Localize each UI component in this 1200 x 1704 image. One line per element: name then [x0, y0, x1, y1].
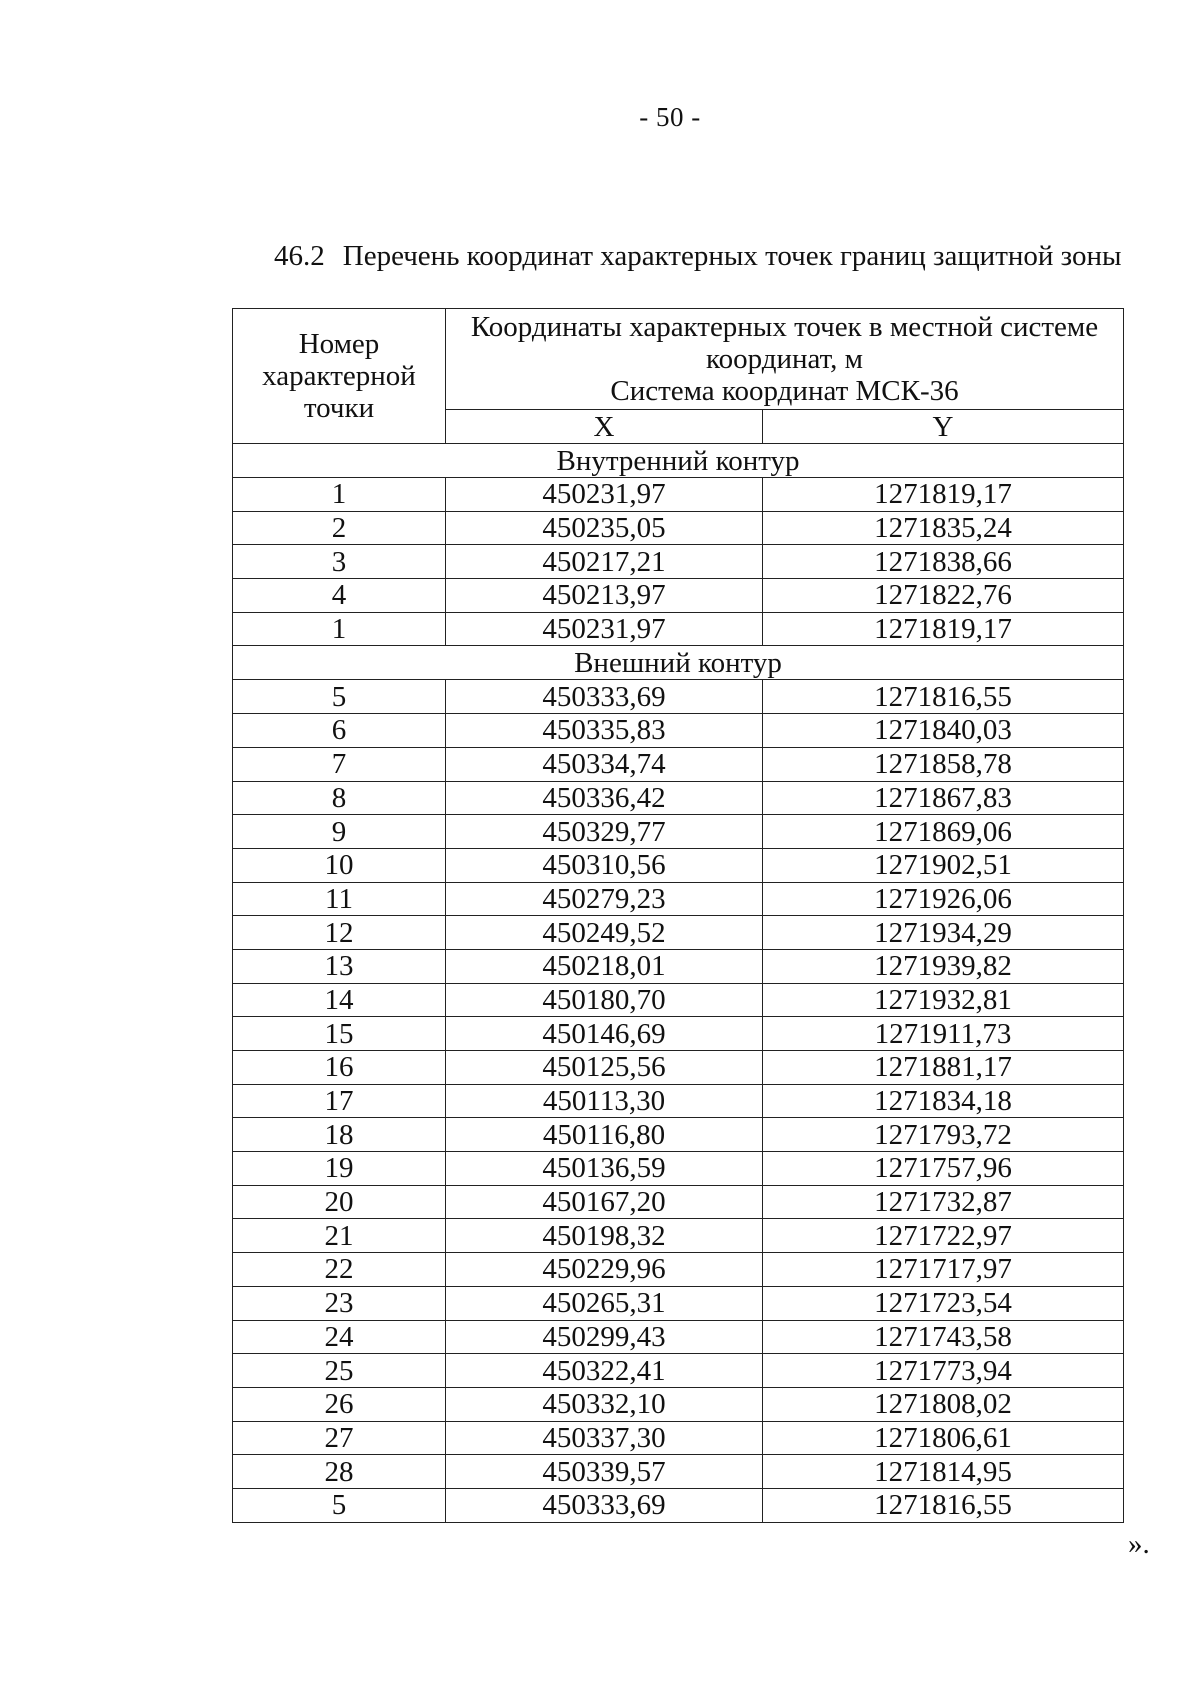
y-coordinate-cell: 1271743,58 [763, 1320, 1124, 1354]
point-number-cell: 17 [233, 1084, 446, 1118]
point-number-cell: 11 [233, 882, 446, 916]
y-coordinate-cell: 1271819,17 [763, 478, 1124, 512]
table-body [233, 444, 1124, 1523]
point-number-cell: 7 [233, 747, 446, 781]
table-row [233, 1185, 1124, 1219]
section-title: Перечень координат характерных точек границ защитной зоны [342, 240, 1122, 272]
y-coordinate-cell: 1271835,24 [763, 511, 1124, 545]
table-row [233, 1118, 1124, 1152]
y-coordinate-cell: 1271723,54 [763, 1286, 1124, 1320]
point-number-cell: 19 [233, 1152, 446, 1186]
x-coordinate-cell: 450329,77 [446, 815, 763, 849]
x-coordinate-cell: 450217,21 [446, 545, 763, 579]
y-coordinate-cell: 1271932,81 [763, 983, 1124, 1017]
x-coordinate-cell: 450198,32 [446, 1219, 763, 1253]
point-number-cell: 26 [233, 1387, 446, 1421]
y-coordinate-cell: 1271822,76 [763, 579, 1124, 613]
table-row [233, 916, 1124, 950]
y-coordinate-cell: 1271867,83 [763, 781, 1124, 815]
x-coordinate-cell: 450279,23 [446, 882, 763, 916]
point-header-line-1: Номер [298, 328, 380, 360]
x-coordinate-cell: 450333,69 [446, 1488, 763, 1522]
y-column-header: Y [763, 410, 1124, 444]
y-coordinate-cell: 1271717,97 [763, 1253, 1124, 1287]
point-number-cell: 15 [233, 1017, 446, 1051]
table-row [233, 612, 1124, 646]
x-coordinate-cell: 450235,05 [446, 511, 763, 545]
table-row [233, 1488, 1124, 1522]
y-coordinate-cell: 1271757,96 [763, 1152, 1124, 1186]
y-coordinate-cell: 1271814,95 [763, 1455, 1124, 1489]
x-coordinate-cell: 450113,30 [446, 1084, 763, 1118]
point-number-cell: 12 [233, 916, 446, 950]
x-coordinate-cell: 450180,70 [446, 983, 763, 1017]
y-coordinate-cell: 1271902,51 [763, 848, 1124, 882]
table-row [233, 949, 1124, 983]
group-title: Внутренний контур [233, 444, 1124, 478]
x-coordinate-cell: 450322,41 [446, 1354, 763, 1388]
table-row [233, 1354, 1124, 1388]
point-number-cell: 3 [233, 545, 446, 579]
table-row [233, 1051, 1124, 1085]
table-row [233, 815, 1124, 849]
x-coordinate-cell: 450231,97 [446, 612, 763, 646]
table-row [233, 511, 1124, 545]
y-coordinate-cell: 1271939,82 [763, 949, 1124, 983]
y-coordinate-cell: 1271926,06 [763, 882, 1124, 916]
x-coordinate-cell: 450337,30 [446, 1421, 763, 1455]
point-number-cell: 5 [233, 680, 446, 714]
table-row [233, 1421, 1124, 1455]
coordinates-header [446, 309, 1124, 410]
point-number-cell: 28 [233, 1455, 446, 1489]
x-coordinate-cell: 450339,57 [446, 1455, 763, 1489]
point-number-cell: 21 [233, 1219, 446, 1253]
point-header-line-2: характерной [262, 360, 416, 392]
table-row [233, 1286, 1124, 1320]
table-row [233, 1320, 1124, 1354]
point-number-cell: 20 [233, 1185, 446, 1219]
x-coordinate-cell: 450231,97 [446, 478, 763, 512]
y-coordinate-cell: 1271881,17 [763, 1051, 1124, 1085]
y-coordinate-cell: 1271773,94 [763, 1354, 1124, 1388]
table-row [233, 1017, 1124, 1051]
y-coordinate-cell: 1271911,73 [763, 1017, 1124, 1051]
table-row [233, 1219, 1124, 1253]
y-coordinate-cell: 1271793,72 [763, 1118, 1124, 1152]
point-number-cell: 6 [233, 714, 446, 748]
coordinates-table [232, 308, 1124, 1523]
group-row [233, 444, 1124, 478]
y-coordinate-cell: 1271722,97 [763, 1219, 1124, 1253]
x-coordinate-cell: 450335,83 [446, 714, 763, 748]
table-row [233, 1152, 1124, 1186]
point-number-cell: 22 [233, 1253, 446, 1287]
x-coordinate-cell: 450125,56 [446, 1051, 763, 1085]
table-row [233, 1253, 1124, 1287]
y-coordinate-cell: 1271819,17 [763, 612, 1124, 646]
point-number-cell: 8 [233, 781, 446, 815]
point-number-cell: 10 [233, 848, 446, 882]
point-number-cell: 1 [233, 612, 446, 646]
x-coordinate-cell: 450116,80 [446, 1118, 763, 1152]
point-number-cell: 1 [233, 478, 446, 512]
y-coordinate-cell: 1271858,78 [763, 747, 1124, 781]
x-coordinate-cell: 450334,74 [446, 747, 763, 781]
x-coordinate-cell: 450333,69 [446, 680, 763, 714]
page-number: - 50 - [639, 102, 701, 132]
x-coordinate-cell: 450265,31 [446, 1286, 763, 1320]
x-coordinate-cell: 450299,43 [446, 1320, 763, 1354]
table-row [233, 747, 1124, 781]
closing-quote-mark: ». [1128, 1528, 1150, 1560]
point-number-cell: 13 [233, 949, 446, 983]
coords-header-line-1: Координаты характерных точек в местной системе [470, 311, 1099, 343]
y-coordinate-cell: 1271834,18 [763, 1084, 1124, 1118]
point-number-cell: 14 [233, 983, 446, 1017]
point-number-cell: 23 [233, 1286, 446, 1320]
table-row [233, 1455, 1124, 1489]
section-number: 46.2 [274, 240, 325, 272]
coords-header-line-3: Система координат МСК-36 [610, 375, 959, 407]
y-coordinate-cell: 1271808,02 [763, 1387, 1124, 1421]
y-coordinate-cell: 1271806,61 [763, 1421, 1124, 1455]
point-number-cell: 2 [233, 511, 446, 545]
group-title: Внешний контур [233, 646, 1124, 680]
table-row [233, 983, 1124, 1017]
point-number-cell: 5 [233, 1488, 446, 1522]
point-number-header [233, 309, 446, 444]
table-row [233, 680, 1124, 714]
x-coordinate-cell: 450136,59 [446, 1152, 763, 1186]
x-coordinate-cell: 450229,96 [446, 1253, 763, 1287]
x-coordinate-cell: 450310,56 [446, 848, 763, 882]
table-row [233, 848, 1124, 882]
y-coordinate-cell: 1271816,55 [763, 1488, 1124, 1522]
y-coordinate-cell: 1271838,66 [763, 545, 1124, 579]
point-number-cell: 16 [233, 1051, 446, 1085]
table-row [233, 781, 1124, 815]
y-coordinate-cell: 1271816,55 [763, 680, 1124, 714]
x-coordinate-cell: 450332,10 [446, 1387, 763, 1421]
y-coordinate-cell: 1271840,03 [763, 714, 1124, 748]
section-heading [274, 240, 1121, 273]
table-row [233, 579, 1124, 613]
point-number-cell: 4 [233, 579, 446, 613]
point-number-cell: 25 [233, 1354, 446, 1388]
x-coordinate-cell: 450146,69 [446, 1017, 763, 1051]
point-header-line-3: точки [303, 392, 375, 424]
point-number-cell: 18 [233, 1118, 446, 1152]
x-coordinate-cell: 450336,42 [446, 781, 763, 815]
table-row [233, 478, 1124, 512]
point-number-cell: 9 [233, 815, 446, 849]
y-coordinate-cell: 1271934,29 [763, 916, 1124, 950]
point-number-cell: 24 [233, 1320, 446, 1354]
table-row [233, 545, 1124, 579]
table-header [233, 309, 1124, 444]
x-coordinate-cell: 450213,97 [446, 579, 763, 613]
y-coordinate-cell: 1271732,87 [763, 1185, 1124, 1219]
x-coordinate-cell: 450167,20 [446, 1185, 763, 1219]
table-row [233, 882, 1124, 916]
y-coordinate-cell: 1271869,06 [763, 815, 1124, 849]
table-row [233, 1084, 1124, 1118]
x-column-header: X [446, 410, 763, 444]
table-row [233, 714, 1124, 748]
table-row [233, 1387, 1124, 1421]
x-coordinate-cell: 450249,52 [446, 916, 763, 950]
coords-header-line-2: координат, м [706, 343, 863, 375]
point-number-cell: 27 [233, 1421, 446, 1455]
x-coordinate-cell: 450218,01 [446, 949, 763, 983]
group-row [233, 646, 1124, 680]
